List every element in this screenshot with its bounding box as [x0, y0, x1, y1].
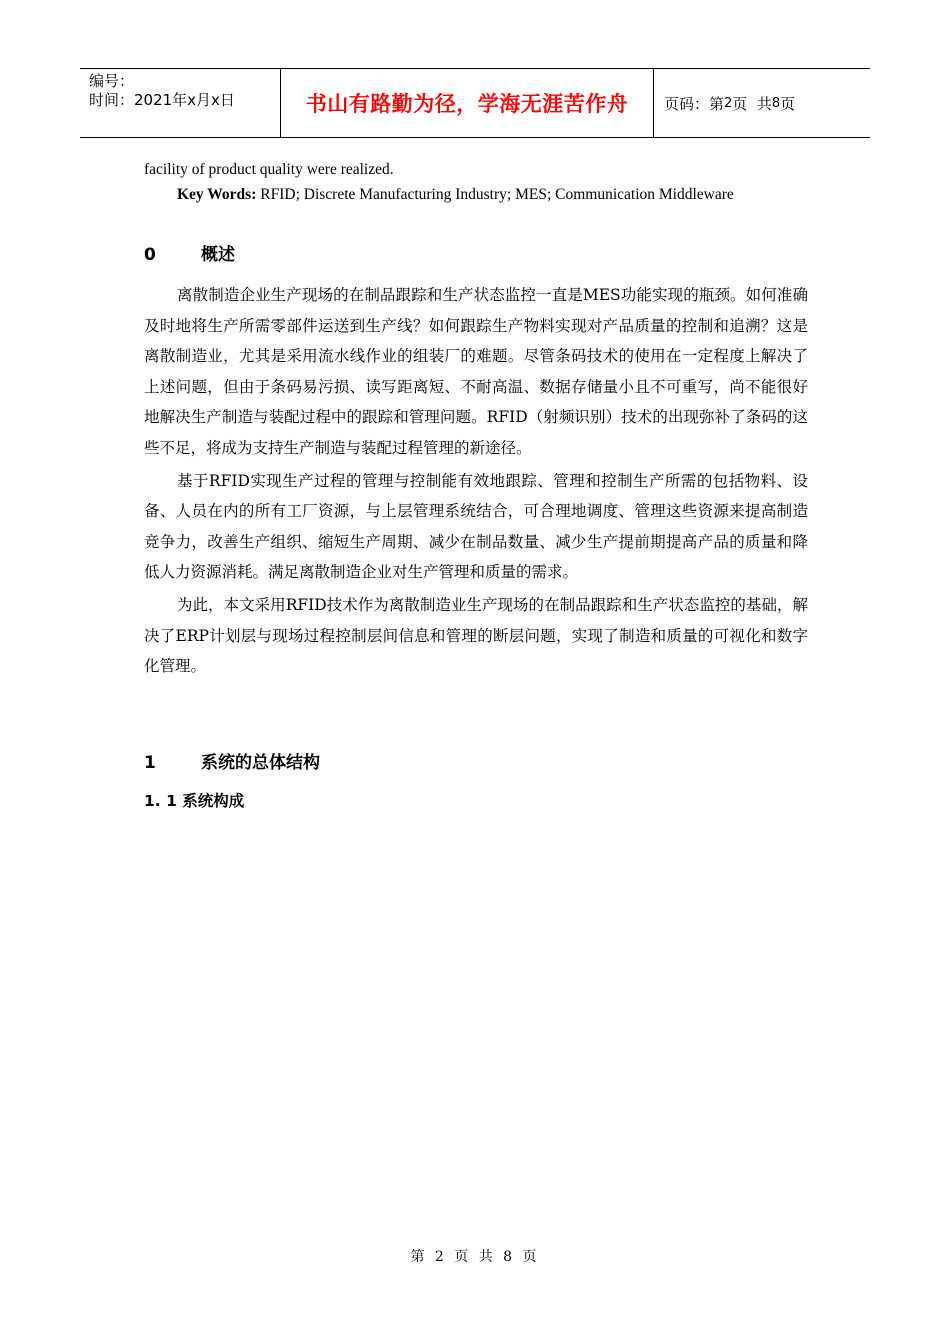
page-suffix: 页: [780, 94, 796, 113]
header-number-label: 编号：: [89, 72, 135, 90]
section-0-body: [144, 280, 808, 682]
paragraph: 基于RFID实现生产过程的管理与控制能有效地跟踪、管理和控制生产所需的包括物料、设备、人员在内的所有工厂资源，与上层管理系统结合，可合理地调度、管理这些资源来提高制造竞争力，改善生产组织、缩短生产周期、减少在制品数量、减少生产提前期提高产品的质量和降低人力资源消耗。满足离散制造企业对生产管理和质量的需求。: [144, 471, 808, 582]
header-meta: [80, 69, 281, 137]
page-mid: 页 共: [732, 94, 772, 113]
section-1-number: 1: [144, 753, 156, 773]
paragraph: 为此，本文采用RFID技术作为离散制造业生产现场的在制品跟踪和生产状态监控的基础，解决了ERP计划层与现场过程控制层间信息和管理的断层问题，实现了制造和质量的可视化和数字化管理。: [144, 595, 808, 676]
subsection-1-1-heading: 1. 1 系统构成: [144, 792, 245, 810]
header-motto: 书山有路勤为径，学海无涯苦作舟: [305, 92, 629, 116]
section-0-title: 概述: [201, 245, 235, 265]
section-0-number: 0: [144, 245, 156, 265]
header-page-info: [654, 69, 870, 137]
section-1-heading: [144, 748, 808, 773]
header-motto-cell: [281, 69, 654, 137]
page-prefix: 页码：第: [664, 94, 725, 113]
abstract-tail: facility of product quality were realized.: [144, 161, 394, 178]
page-header: [80, 68, 870, 138]
paragraph: 离散制造企业生产现场的在制品跟踪和生产状态监控一直是MES功能实现的瓶颈。如何准确及时地将生产所需零部件运送到生产线？如何跟踪生产物料实现对产品质量的控制和追溯？这是离散制造业，尤其是采用流水线作业的组装厂的难题。尽管条码技术的使用在一定程度上解决了上述问题，但由于条码易污损、读写距离短、不耐高温、数据存储量小且不可重写，尚不能很好地解决生产制造与装配过程中的跟踪和管理问题。RFID（射频识别）技术的出现弥补了条码的这些不足，将成为支持生产制造与装配过程管理的新途径。: [144, 286, 808, 457]
page-current: 2: [724, 95, 733, 111]
keywords-text: RFID; Discrete Manufacturing Industry; MES; Communication Middleware: [256, 186, 734, 203]
keywords-line: [144, 183, 841, 207]
header-date: 时间：2021年x月x日: [89, 91, 235, 109]
section-1-title: 系统的总体结构: [201, 753, 320, 773]
page-footer: 第 2 页 共 8 页: [410, 1249, 540, 1265]
page-total: 8: [771, 95, 781, 111]
section-0-heading: [144, 240, 808, 265]
keywords-label: Key Words:: [177, 186, 257, 203]
